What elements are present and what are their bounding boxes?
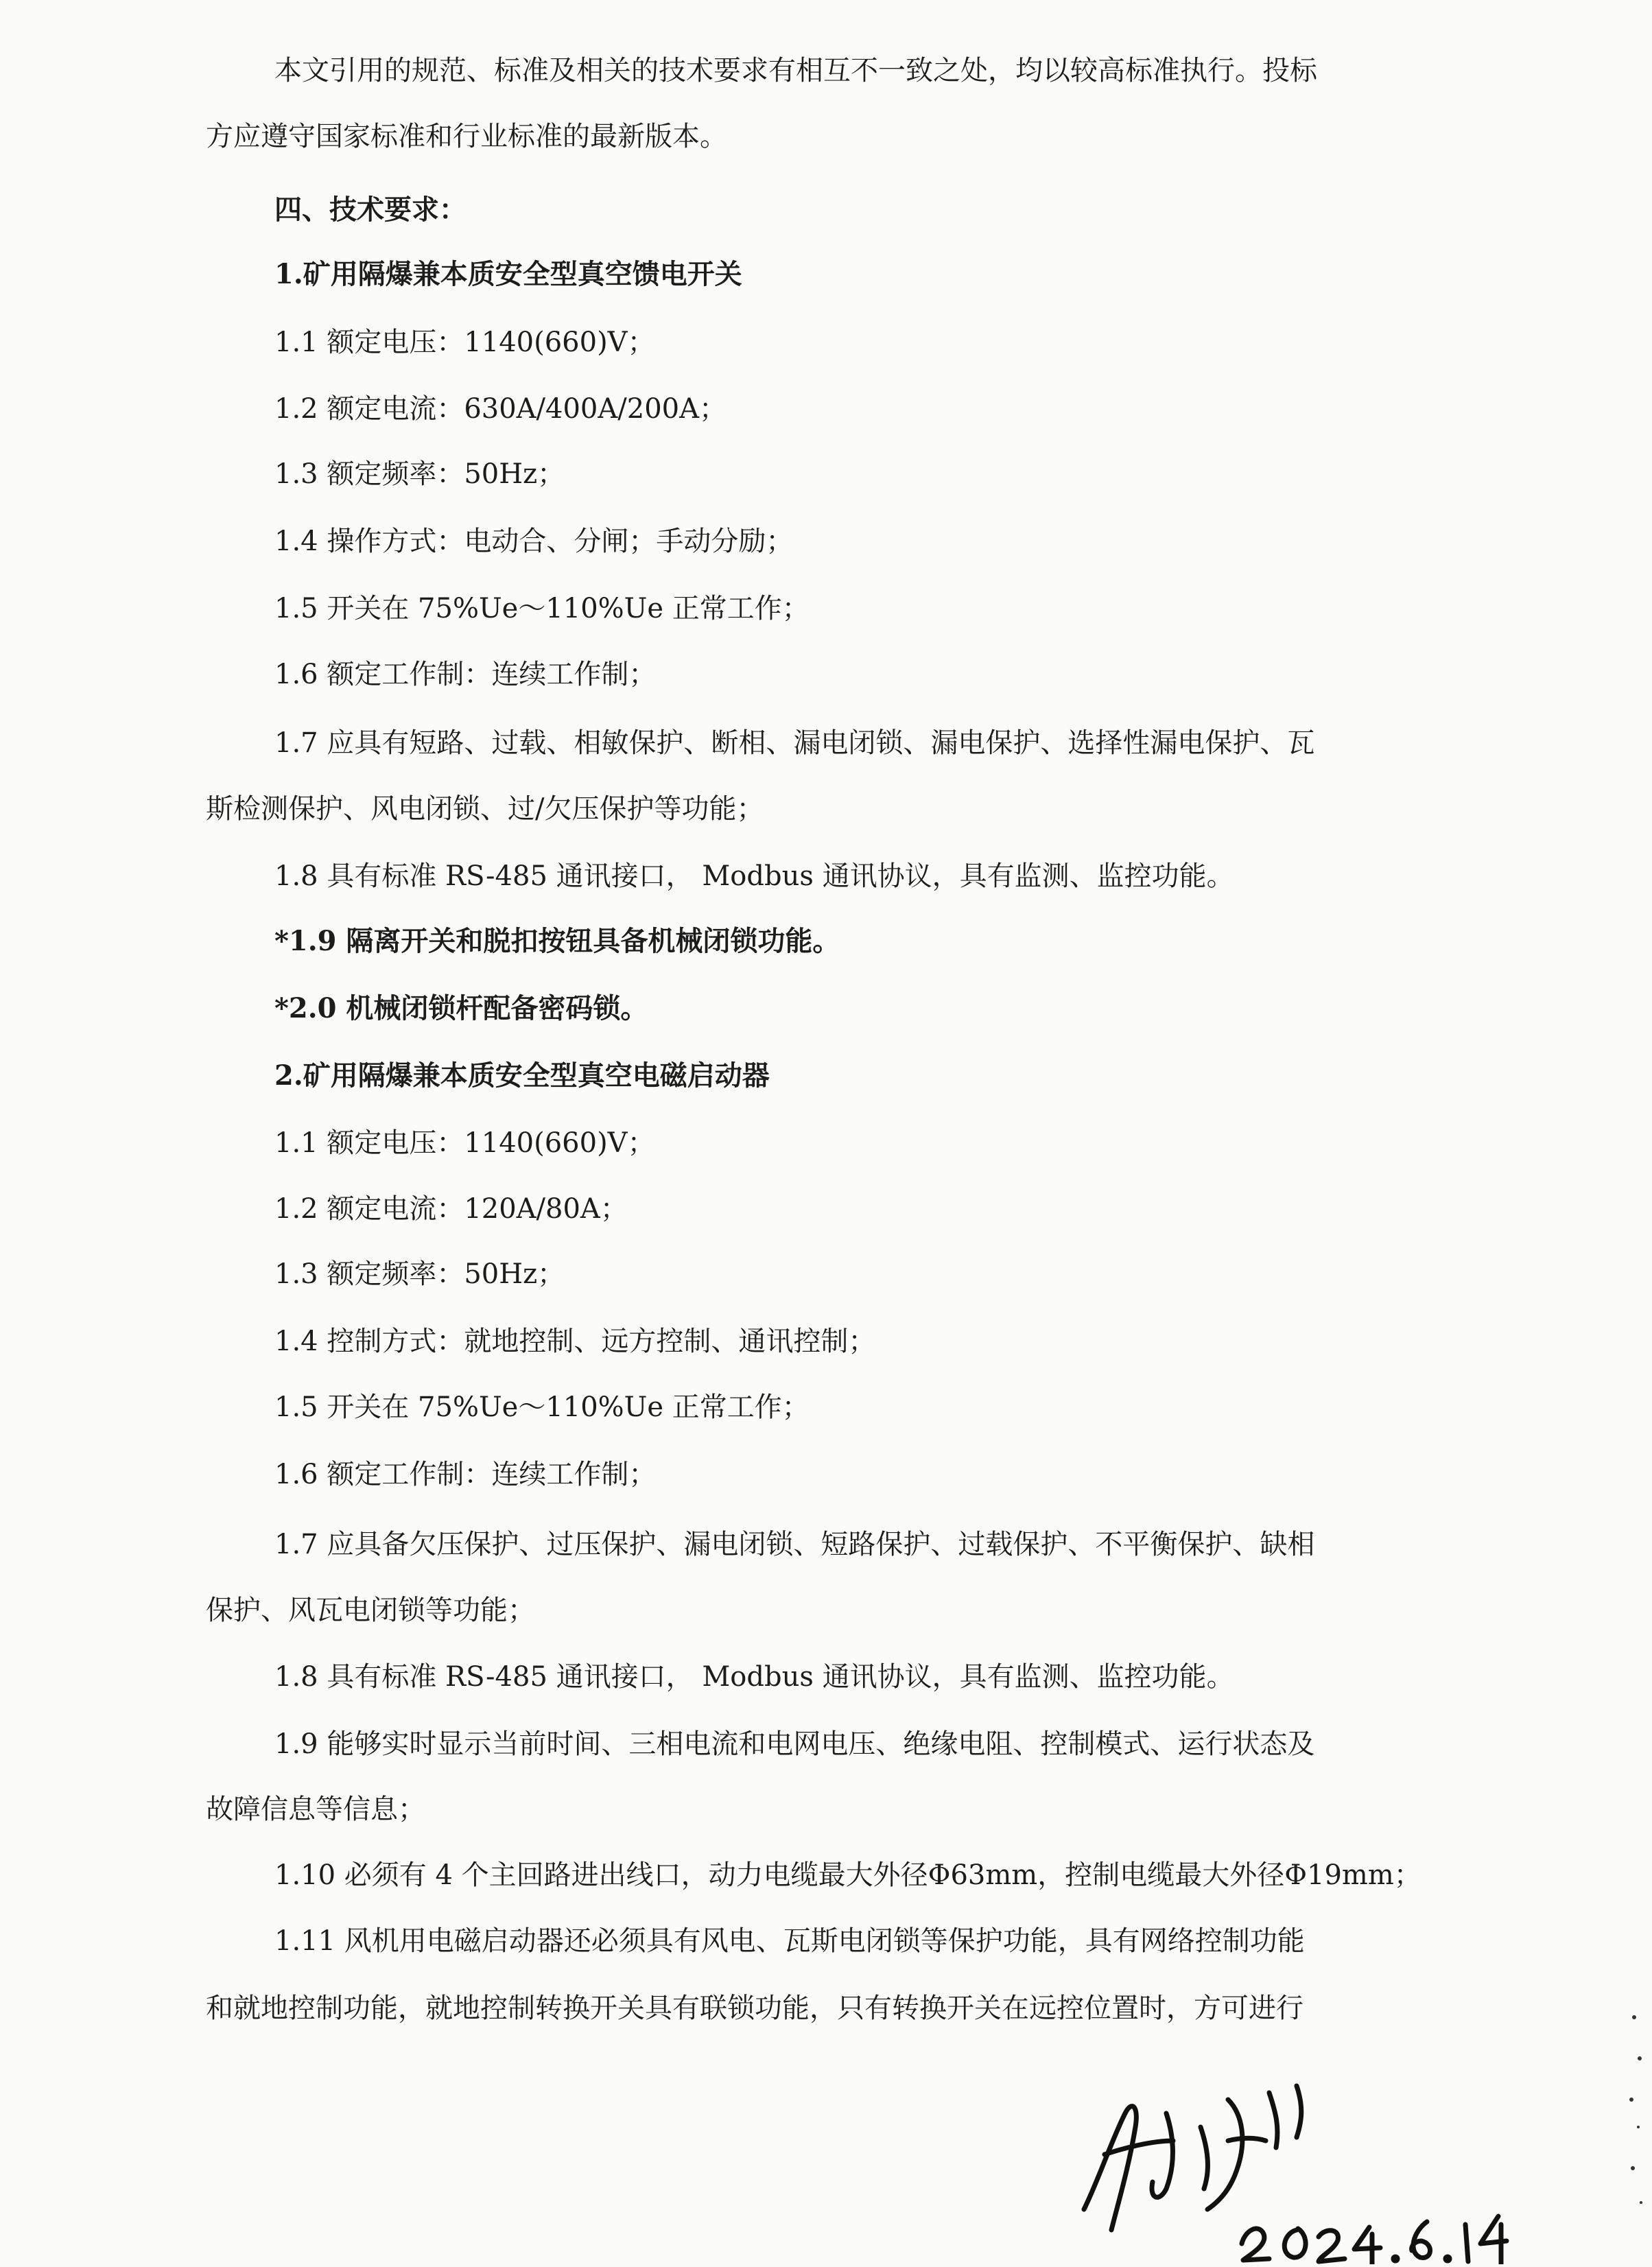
spec-line: 和就地控制功能，就地控制转换开关具有联锁功能，只有转换开关在远控位置时，方可进行 [206, 1993, 1303, 2024]
spec-line: 1.4 控制方式：就地控制、远方控制、通讯控制； [274, 1326, 876, 1357]
spec-line: 1.4 操作方式：电动合、分闸；手动分励； [274, 526, 794, 557]
spec-line: 1.5 开关在 75%Ue～110%Ue 正常工作； [274, 1391, 810, 1423]
spec-line-starred: *2.0 机械闭锁杆配备密码锁。 [274, 992, 648, 1024]
subsection-heading: 2.矿用隔爆兼本质安全型真空电磁启动器 [274, 1059, 770, 1092]
spec-line: 1.11 风机用电磁启动器还必须具有风电、瓦斯电闭锁等保护功能，具有网络控制功能 [274, 1925, 1305, 1957]
spec-line: 1.5 开关在 75%Ue～110%Ue 正常工作； [274, 593, 810, 624]
spec-line: 保护、风瓦电闭锁等功能； [206, 1595, 535, 1626]
spec-line: 1.6 额定工作制：连续工作制； [274, 659, 657, 690]
paragraph-line: 方应遵守国家标准和行业标准的最新版本。 [206, 121, 727, 152]
spec-line: 1.3 额定频率：50Hz； [274, 458, 565, 490]
section-heading: 四、技术要求： [274, 193, 467, 226]
spec-line: 1.8 具有标准 RS-485 通讯接口， Modbus 通讯协议，具有监测、监控功能。 [274, 1661, 1234, 1693]
spec-line: 1.1 额定电压：1140(660)V； [274, 1127, 655, 1159]
spec-line: 1.1 额定电压：1140(660)V； [274, 327, 655, 358]
edge-marks-decoration [1626, 2010, 1647, 2216]
paragraph-line: 本文引用的规范、标准及相关的技术要求有相互不一致之处，均以较高标准执行。投标 [274, 55, 1317, 86]
handwritten-signature [1070, 2072, 1509, 2264]
spec-line: 1.2 额定电流：630A/400A/200A； [274, 393, 727, 425]
spec-line: 斯检测保护、风电闭锁、过/欠压保护等功能； [206, 793, 764, 825]
spec-line: 1.10 必须有 4 个主回路进出线口，动力电缆最大外径Φ63mm，控制电缆最大外径Φ19mm； [274, 1859, 1421, 1891]
spec-line: 1.2 额定电流：120A/80A； [274, 1193, 628, 1225]
spec-line: 故障信息等信息； [206, 1794, 425, 1825]
spec-line: 1.3 额定频率：50Hz； [274, 1258, 565, 1290]
subsection-heading: 1.矿用隔爆兼本质安全型真空馈电开关 [274, 258, 742, 290]
spec-line: 1.7 应具备欠压保护、过压保护、漏电闭锁、短路保护、过载保护、不平衡保护、缺相 [274, 1529, 1315, 1560]
spec-line-starred: *1.9 隔离开关和脱扣按钮具备机械闭锁功能。 [274, 925, 840, 957]
spec-line: 1.9 能够实时显示当前时间、三相电流和电网电压、绝缘电阻、控制模式、运行状态及 [274, 1728, 1315, 1760]
spec-line: 1.8 具有标准 RS-485 通讯接口， Modbus 通讯协议，具有监测、监控功能。 [274, 860, 1234, 892]
spec-line: 1.7 应具有短路、过载、相敏保护、断相、漏电闭锁、漏电保护、选择性漏电保护、瓦 [274, 727, 1315, 759]
spec-line: 1.6 额定工作制：连续工作制； [274, 1459, 657, 1490]
